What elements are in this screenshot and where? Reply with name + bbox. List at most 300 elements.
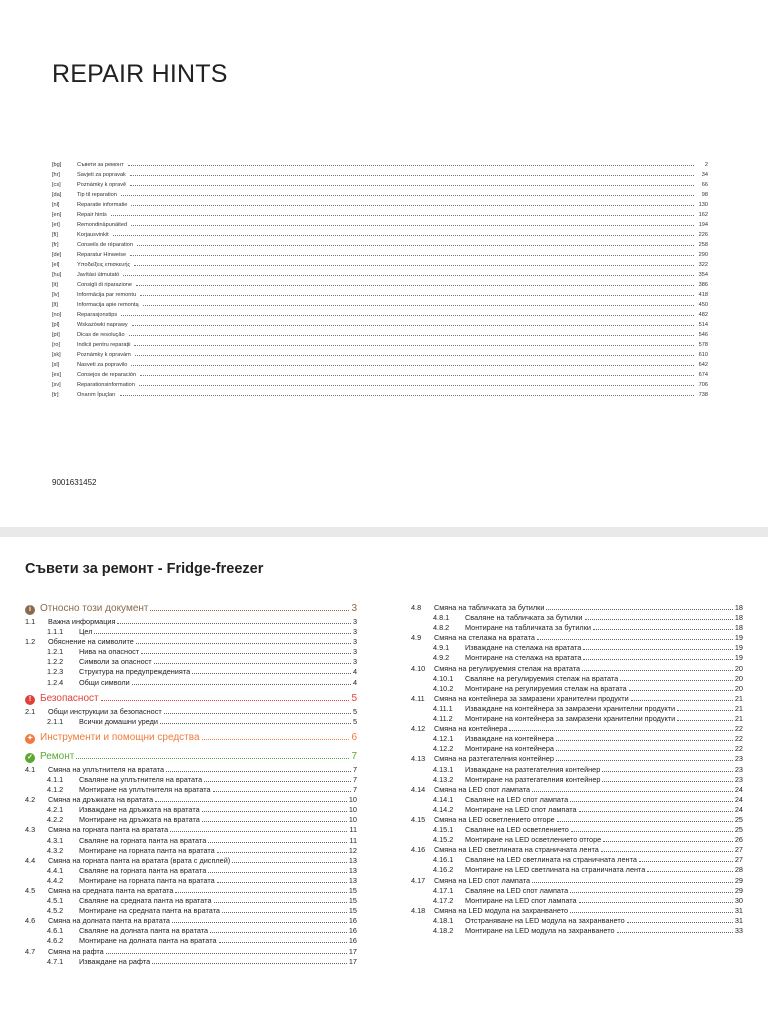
document-number: 9001631452: [52, 478, 97, 487]
toc-entry[interactable]: [411, 623, 743, 633]
language-page: 258: [698, 242, 708, 248]
dot-leader: [602, 776, 732, 782]
language-name: Reparasjonstips: [77, 312, 118, 318]
toc-number: 4.8.1: [433, 613, 450, 623]
toc-entry[interactable]: [25, 825, 357, 835]
language-name: Poznámky k opravám: [77, 352, 131, 358]
language-name: Nasveti za popravilo: [77, 362, 128, 368]
toc-entry[interactable]: [411, 653, 743, 663]
dot-leader: [647, 866, 733, 872]
toc-page: 27: [734, 845, 743, 855]
toc-number: 4.13.2: [433, 774, 454, 784]
language-item[interactable]: [52, 340, 708, 350]
toc-section[interactable]: [25, 693, 357, 707]
language-name: Reparatie informatie: [77, 202, 128, 208]
toc-entry[interactable]: [25, 795, 357, 805]
toc-page: 25: [734, 825, 743, 835]
toc-entry[interactable]: [411, 704, 743, 714]
toc-page: 24: [734, 784, 743, 794]
dot-leader: [210, 927, 347, 933]
language-page: 450: [698, 302, 708, 308]
toc-entry[interactable]: [25, 856, 357, 866]
language-item[interactable]: [52, 170, 708, 180]
dot-leader: [132, 679, 351, 685]
toc-page: 12: [348, 845, 357, 855]
language-item[interactable]: [52, 330, 708, 340]
toc-page: 16: [348, 936, 357, 946]
toc-label: Смяна на контейнера за замразени хранителни продукти: [434, 693, 629, 703]
language-code: [fr]: [52, 242, 59, 248]
toc-number: 4.4.1: [47, 865, 64, 875]
dot-leader: [154, 658, 351, 664]
language-item[interactable]: [52, 310, 708, 320]
dot-leader: [214, 897, 347, 903]
toc-entry[interactable]: [25, 775, 357, 785]
dot-leader: [141, 648, 351, 654]
dot-leader: [232, 857, 347, 863]
toc-section[interactable]: [25, 751, 357, 765]
toc-entry[interactable]: [411, 684, 743, 694]
toc-number: 1.2.1: [47, 647, 64, 657]
language-item[interactable]: [52, 250, 708, 260]
toc-entry[interactable]: [411, 633, 743, 643]
language-name: Reparatur Hinweise: [77, 252, 127, 258]
toc-number: 1.2: [25, 637, 36, 647]
dot-leader: [208, 837, 347, 843]
toc-page: 13: [348, 875, 357, 885]
language-item[interactable]: [52, 260, 708, 270]
language-page: 610: [698, 352, 708, 358]
toc-entry[interactable]: [411, 876, 743, 886]
toc-label: Монтиране на табличката за бутилки: [465, 623, 591, 633]
toc-entry[interactable]: [411, 694, 743, 704]
toc-label: Сваляне на долната панта на вратата: [79, 926, 209, 936]
toc-label: Ремонт: [40, 750, 75, 762]
language-item[interactable]: [52, 180, 708, 190]
toc-label: Смяна на уплътнителя на вратата: [48, 764, 165, 774]
language-item[interactable]: [52, 350, 708, 360]
toc-entry[interactable]: [411, 664, 743, 674]
toc-number: 4.4: [25, 855, 36, 865]
toc-page: 25: [734, 814, 743, 824]
toc-label: Смяна на рафта: [48, 946, 104, 956]
toc-label: Смяна на табличката за бутилки: [434, 603, 545, 612]
toc-section[interactable]: [25, 732, 357, 746]
language-item[interactable]: [52, 160, 708, 170]
toc-number: [25, 753, 40, 763]
language-name: Remondinäpunäited: [77, 222, 128, 228]
toc-number: 4.6: [25, 916, 36, 926]
toc-label: Монтиране на LED светлината на страничната лента: [465, 865, 646, 875]
language-item[interactable]: [52, 360, 708, 370]
toc-entry[interactable]: [25, 916, 357, 926]
toc-entry[interactable]: [411, 765, 743, 775]
language-code: [et]: [52, 222, 60, 228]
toc-label: Изваждане на дръжката на вратата: [79, 805, 200, 815]
toc-label: Смяна на LED светлината на страничната лента: [434, 845, 599, 855]
toc-number: 4.17.1: [433, 885, 454, 895]
toc-label: Смяна на контейнера: [434, 724, 508, 734]
language-name: Informacija apie remontą: [77, 302, 139, 308]
language-code: [de]: [52, 252, 62, 258]
toc-label: Смяна на LED спот лампата: [434, 784, 531, 794]
toc-page: 31: [734, 905, 743, 915]
language-item[interactable]: [52, 320, 708, 330]
toc-entry[interactable]: [25, 657, 357, 667]
dot-leader: [570, 907, 733, 913]
toc-page: 19: [734, 643, 743, 653]
language-item[interactable]: [52, 290, 708, 300]
toc-entry[interactable]: [25, 957, 357, 967]
toc-number: 4.7: [25, 946, 36, 956]
toc-entry[interactable]: [25, 896, 357, 906]
toc-entry[interactable]: [25, 617, 357, 627]
toc-entry[interactable]: [25, 805, 357, 815]
toc-page: 15: [348, 896, 357, 906]
toc-entry[interactable]: [411, 744, 743, 754]
toc-entry[interactable]: [25, 785, 357, 795]
toc-page: 5: [351, 692, 357, 704]
toc-entry[interactable]: [411, 724, 743, 734]
language-name: Consejos de reparación: [77, 372, 137, 378]
toc-entry[interactable]: [25, 647, 357, 657]
toc-label: Безопасност: [40, 692, 99, 704]
toc-page: 3: [352, 617, 357, 626]
dot-leader: [556, 735, 733, 741]
language-item[interactable]: [52, 390, 708, 400]
toc-entry[interactable]: [411, 926, 743, 936]
toc-number: 4.6.2: [47, 936, 64, 946]
language-item[interactable]: [52, 270, 708, 280]
language-item[interactable]: [52, 280, 708, 290]
toc-entry[interactable]: [25, 667, 357, 677]
language-code: [nl]: [52, 202, 60, 208]
language-page: 674: [698, 372, 708, 378]
dot-leader: [570, 887, 733, 893]
dot-leader: [537, 634, 733, 640]
toc-label: Смяна на средната панта на вратата: [48, 885, 174, 895]
language-page: 162: [698, 212, 708, 218]
toc-entry[interactable]: [411, 785, 743, 795]
toc-label: Инструменти и помощни средства: [40, 731, 200, 743]
language-item[interactable]: [52, 200, 708, 210]
toc-page: 5: [352, 706, 357, 716]
toc-entry[interactable]: [25, 765, 357, 775]
toc-right-column: [411, 603, 743, 936]
language-code: [sv]: [52, 382, 61, 388]
toc-page: 10: [348, 815, 357, 825]
dot-leader: [172, 917, 347, 923]
language-code: [hu]: [52, 272, 62, 278]
toc-entry[interactable]: [25, 926, 357, 936]
toc-number: 4.18.2: [433, 926, 454, 935]
dot-leader: [155, 796, 347, 802]
dot-leader: [136, 280, 694, 286]
toc-page: 29: [734, 885, 743, 895]
toc-entry[interactable]: [25, 906, 357, 916]
language-name: Informācija par remontu: [77, 292, 137, 298]
dot-leader: [150, 605, 349, 611]
toc-entry[interactable]: [411, 613, 743, 623]
toc-label: Обяснение на символите: [48, 637, 134, 647]
dot-leader: [601, 846, 733, 852]
toc-label: Всички домашни уреди: [79, 716, 158, 726]
toc-number: 2.1.1: [47, 716, 64, 726]
toc-label: Относно този документ: [40, 603, 149, 614]
language-item[interactable]: [52, 230, 708, 240]
toc-number: 4.5: [25, 885, 36, 895]
toc-page: 3: [352, 637, 357, 647]
toc-label: Смяна на горната панта на вратата (врата с дисплей): [48, 855, 231, 865]
dot-leader: [117, 618, 351, 624]
toc-page: 28: [734, 865, 743, 875]
dot-leader: [583, 644, 733, 650]
toc-label: Монтиране на средната панта на вратата: [79, 906, 220, 916]
toc-page: 16: [348, 916, 357, 926]
toc-label: Монтиране на LED спот лампата: [465, 804, 577, 814]
dot-leader: [557, 816, 733, 822]
toc-label: Сваляне на LED светлината на страничната лента: [465, 855, 637, 865]
language-code: [lv]: [52, 292, 60, 298]
toc-page: 13: [348, 865, 357, 875]
toc-number: 4.11: [411, 693, 425, 703]
toc-entry[interactable]: [411, 815, 743, 825]
toc-entry[interactable]: [411, 886, 743, 896]
toc-entry[interactable]: [411, 795, 743, 805]
toc-entry[interactable]: [411, 855, 743, 865]
language-name: Savjeti za popravak: [77, 172, 126, 178]
toc-page: 21: [734, 693, 743, 703]
toc-label: Сваляне на LED спот лампата: [465, 885, 569, 895]
toc-number: 1.2.4: [47, 677, 64, 687]
dot-leader: [123, 270, 694, 276]
toc-entry[interactable]: [25, 866, 357, 876]
toc-number: 4.12.1: [433, 734, 454, 744]
language-name: Dicas de resolução: [77, 332, 125, 338]
dot-leader: [546, 604, 732, 610]
toc-label: Общи инструкции за безопасност: [48, 706, 162, 716]
toc-label: Смяна на регулируемия стелаж на вратата: [434, 663, 581, 673]
toc-label: Монтиране на дръжката на вратата: [79, 815, 200, 825]
toc-number: 4.5.1: [47, 896, 64, 906]
language-page: 418: [698, 292, 708, 298]
toc-number: 4.15.1: [433, 825, 454, 835]
toc-entry[interactable]: [411, 674, 743, 684]
dot-leader: [166, 766, 351, 772]
language-name: Conseils de réparation: [77, 242, 133, 248]
dot-leader: [579, 897, 733, 903]
toc-page: 15: [348, 906, 357, 916]
language-item[interactable]: [52, 240, 708, 250]
language-item[interactable]: [52, 380, 708, 390]
language-name: Onarım İpuçları: [77, 392, 116, 398]
toc-label: Смяна на LED модула на захранването: [434, 905, 569, 915]
language-list: [52, 160, 708, 400]
toc-entry[interactable]: [411, 805, 743, 815]
dot-leader: [532, 786, 733, 792]
toc-number: 4.6.1: [47, 926, 64, 936]
language-item[interactable]: [52, 190, 708, 200]
toc-entry[interactable]: [25, 678, 357, 688]
toc-page: 30: [734, 895, 743, 905]
toc-section[interactable]: [25, 603, 357, 617]
dot-leader: [134, 340, 694, 346]
toc-page: 19: [734, 633, 743, 643]
toc-number: 1.1.1: [47, 627, 64, 637]
toc-page: 22: [734, 734, 743, 744]
language-page: 2: [704, 162, 708, 168]
toc-number: [25, 605, 40, 615]
toc-entry[interactable]: [25, 717, 357, 727]
toc-number: 4.11.2: [433, 714, 453, 724]
toc-page: 7: [352, 785, 357, 795]
toc-entry[interactable]: [411, 714, 743, 724]
toc-label: Сваляне на табличката за бутилки: [465, 613, 583, 623]
language-name: Poznámky k opravě: [77, 182, 127, 188]
toc-entry[interactable]: [411, 754, 743, 764]
toc-number: 4.1.2: [47, 785, 64, 795]
toc-label: Сваляне на LED спот лампата: [465, 794, 569, 804]
toc-label: Смяна на стелажа на вратата: [434, 633, 535, 643]
toc-label: Смяна на горната панта на вратата: [48, 825, 169, 835]
toc-entry[interactable]: [25, 627, 357, 637]
dot-leader: [121, 190, 694, 196]
dot-leader: [602, 766, 733, 772]
toc-label: Монтиране на горната панта на вратата: [79, 845, 215, 855]
toc-entry[interactable]: [411, 906, 743, 916]
toc-page: 11: [349, 825, 357, 835]
language-page: 482: [698, 312, 708, 318]
tools-icon: ✦: [25, 734, 35, 744]
language-name: Javítási útmutató: [77, 272, 120, 278]
dot-leader: [131, 200, 694, 206]
toc-number: 4.10: [411, 663, 426, 673]
dot-leader: [134, 260, 694, 266]
language-page: 706: [698, 382, 708, 388]
dot-leader: [140, 290, 694, 296]
toc-entry[interactable]: [25, 707, 357, 717]
toc-label: Сваляне на LED осветлението: [465, 825, 569, 835]
toc-page: 23: [734, 774, 743, 784]
dot-leader: [101, 695, 350, 701]
toc-entry[interactable]: [411, 734, 743, 744]
language-name: Korjausvinkit: [77, 232, 109, 238]
toc-page: 10: [348, 795, 357, 805]
language-item[interactable]: [52, 300, 708, 310]
toc-entry[interactable]: [411, 845, 743, 855]
toc-label: Монтиране на контейнера за замразени хранителни продукти: [465, 714, 676, 724]
toc-entry[interactable]: [411, 835, 743, 845]
toc-label: Сваляне на средната панта на вратата: [79, 896, 212, 906]
toc-entry[interactable]: [25, 846, 357, 856]
dot-leader: [677, 705, 733, 711]
toc-entry[interactable]: [25, 936, 357, 946]
toc-entry[interactable]: [25, 815, 357, 825]
toc-entry[interactable]: [411, 643, 743, 653]
language-code: [da]: [52, 192, 62, 198]
toc-entry[interactable]: [411, 603, 743, 613]
language-page: 642: [698, 362, 708, 368]
toc-page: 20: [734, 673, 743, 683]
toc-entry[interactable]: [411, 825, 743, 835]
language-code: [cs]: [52, 182, 61, 188]
toc-entry[interactable]: [25, 836, 357, 846]
toc-label: Монтиране на разтегателния контейнер: [465, 774, 601, 784]
dot-leader: [593, 624, 733, 630]
toc-number: 4.12: [411, 724, 426, 734]
dot-leader: [94, 628, 350, 634]
language-code: [fi]: [52, 232, 58, 238]
toc-page: 13: [348, 855, 357, 865]
toc-label: Общи символи: [79, 677, 130, 687]
toc-number: 4.16.1: [433, 855, 454, 865]
toc-page: 17: [348, 956, 357, 966]
toc-number: 4.18.1: [433, 915, 454, 925]
toc-label: Смяна на долната панта на вратата: [48, 916, 170, 926]
dot-leader: [204, 776, 351, 782]
dot-leader: [579, 806, 733, 812]
toc-entry[interactable]: [411, 775, 743, 785]
toc-entry[interactable]: [25, 947, 357, 957]
dot-leader: [132, 320, 694, 326]
toc-entry[interactable]: [25, 637, 357, 647]
toc-label: Монтиране на горната панта на вратата: [79, 875, 215, 885]
toc-label: Монтиране на долната панта на вратата: [79, 936, 217, 946]
toc-number: 4.18: [411, 905, 426, 915]
toc-label: Смяна на LED спот лампата: [434, 875, 531, 885]
toc-number: 4.15.2: [433, 835, 454, 845]
toc-entry[interactable]: [25, 886, 357, 896]
dot-leader: [130, 170, 694, 176]
toc-number: 4.2.2: [47, 815, 64, 825]
language-item[interactable]: [52, 370, 708, 380]
language-item[interactable]: [52, 210, 708, 220]
toc-number: 4.10.2: [433, 683, 454, 693]
toc-page: 31: [734, 915, 743, 925]
toc-page: 10: [348, 805, 357, 815]
dot-leader: [617, 927, 733, 933]
toc-number: 4.14: [411, 784, 426, 794]
language-page: 290: [698, 252, 708, 258]
toc-entry[interactable]: [411, 865, 743, 875]
dot-leader: [170, 826, 347, 832]
language-item[interactable]: [52, 220, 708, 230]
dot-leader: [139, 380, 694, 386]
language-name: Υποδείξεις επισκευής: [77, 262, 131, 268]
dot-leader: [192, 668, 351, 674]
dot-leader: [627, 917, 733, 923]
toc-page: 18: [734, 613, 743, 623]
language-page: 738: [698, 392, 708, 398]
dot-leader: [175, 887, 346, 893]
toc-entry[interactable]: [25, 876, 357, 886]
toc-label: Сваляне на регулируемия стелаж на вратата: [465, 673, 619, 683]
toc-number: 1.2.3: [47, 667, 64, 677]
toc-entry[interactable]: [411, 896, 743, 906]
toc-label: Изваждане на контейнера: [465, 734, 554, 744]
dot-leader: [202, 734, 350, 740]
toc-label: Монтиране на LED модула на захранването: [465, 926, 615, 935]
dot-leader: [152, 958, 347, 964]
toc-page: 17: [348, 946, 357, 956]
toc-page: 3: [352, 647, 357, 657]
dot-leader: [213, 786, 351, 792]
toc-entry[interactable]: [411, 916, 743, 926]
language-page: 226: [698, 232, 708, 238]
toc-page: 20: [734, 683, 743, 693]
language-code: [lt]: [52, 302, 58, 308]
toc-label: Монтиране на LED спот лампата: [465, 895, 577, 905]
